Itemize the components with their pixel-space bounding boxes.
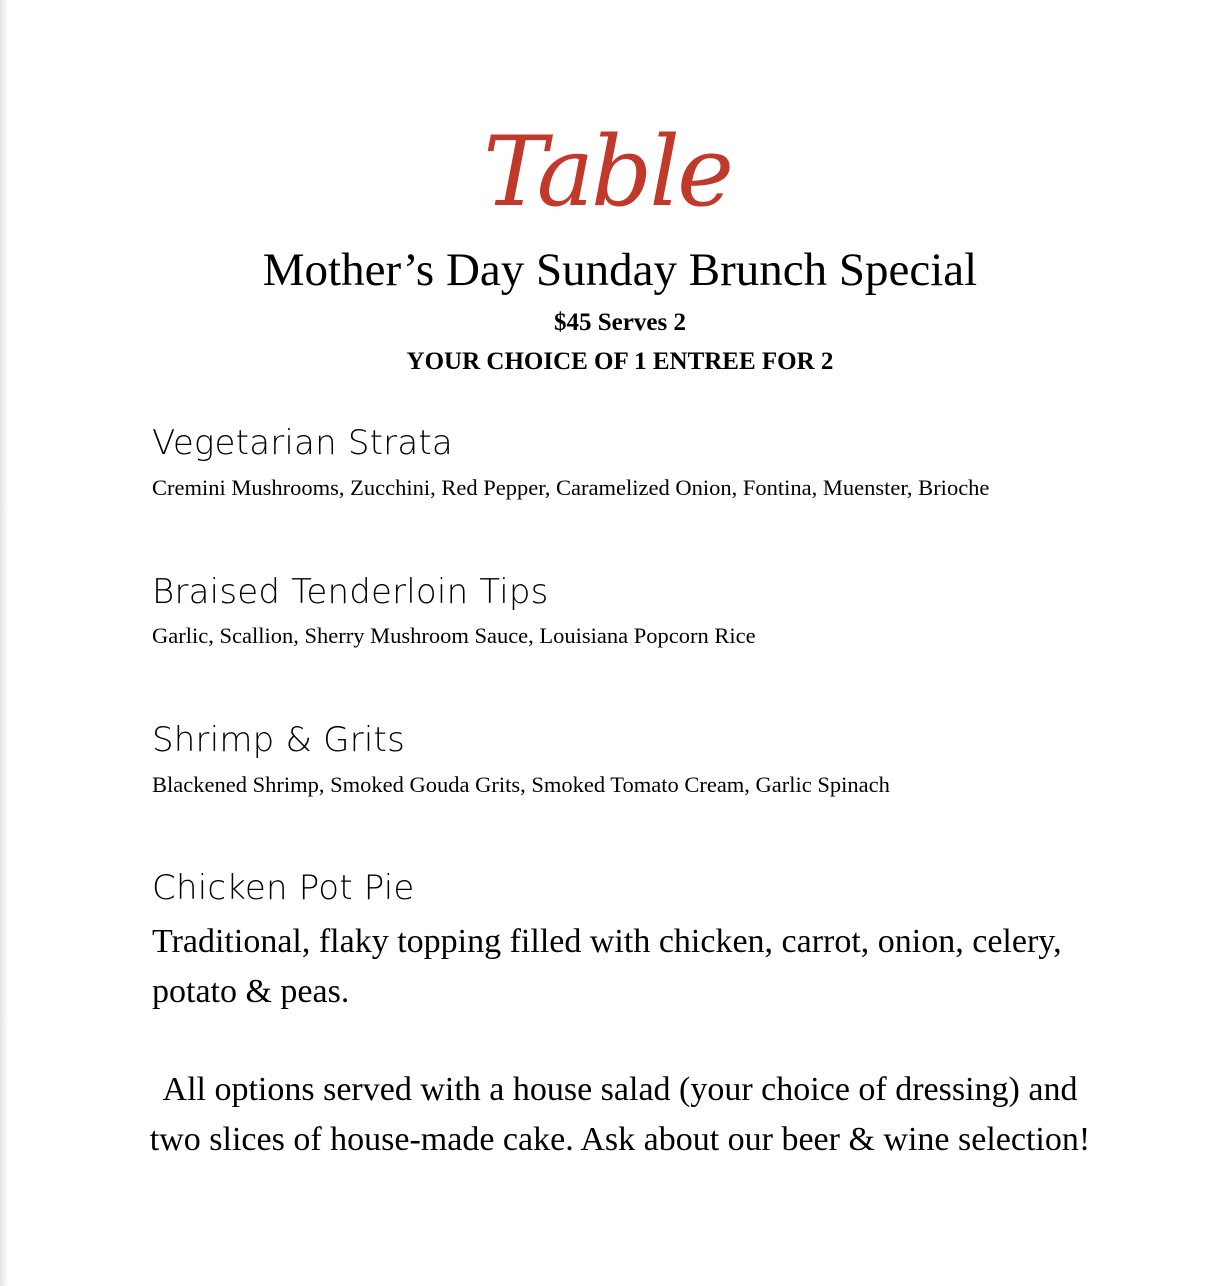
- menu-item-description-chicken-pot-pie: Traditional, flaky topping filled with chicken, carrot, onion, celery, potato & peas.: [152, 923, 1062, 1010]
- menu-item-name-chicken-pot-pie: Chicken Pot Pie: [152, 868, 415, 908]
- entree-choice-note: YOUR CHOICE OF 1 ENTREE FOR 2: [406, 348, 834, 375]
- footer-note: All options served with a house salad (your choice of dressing) and two slices of house-made cake. Ask about our beer & wine selection!: [149, 1071, 1091, 1158]
- table-logo: Table: [483, 116, 731, 228]
- menu-item-description-braised-tenderloin-tips: Garlic, Scallion, Sherry Mushroom Sauce, Louisiana Popcorn Rice: [152, 623, 756, 648]
- menu-item-name-braised-tenderloin-tips: Braised Tenderloin Tips: [152, 572, 549, 612]
- menu-item-description-vegetarian-strata: Cremini Mushrooms, Zucchini, Red Pepper, Caramelized Onion, Fontina, Muenster, Brioche: [152, 475, 990, 500]
- menu-item-description-shrimp-grits: Blackened Shrimp, Smoked Gouda Grits, Smoked Tomato Cream, Garlic Spinach: [152, 772, 890, 797]
- menu-item-name-vegetarian-strata: Vegetarian Strata: [152, 423, 453, 463]
- page-title: Mother’s Day Sunday Brunch Special: [262, 244, 978, 296]
- price-line: $45 Serves 2: [554, 309, 686, 336]
- menu-item-name-shrimp-grits: Shrimp & Grits: [152, 720, 406, 760]
